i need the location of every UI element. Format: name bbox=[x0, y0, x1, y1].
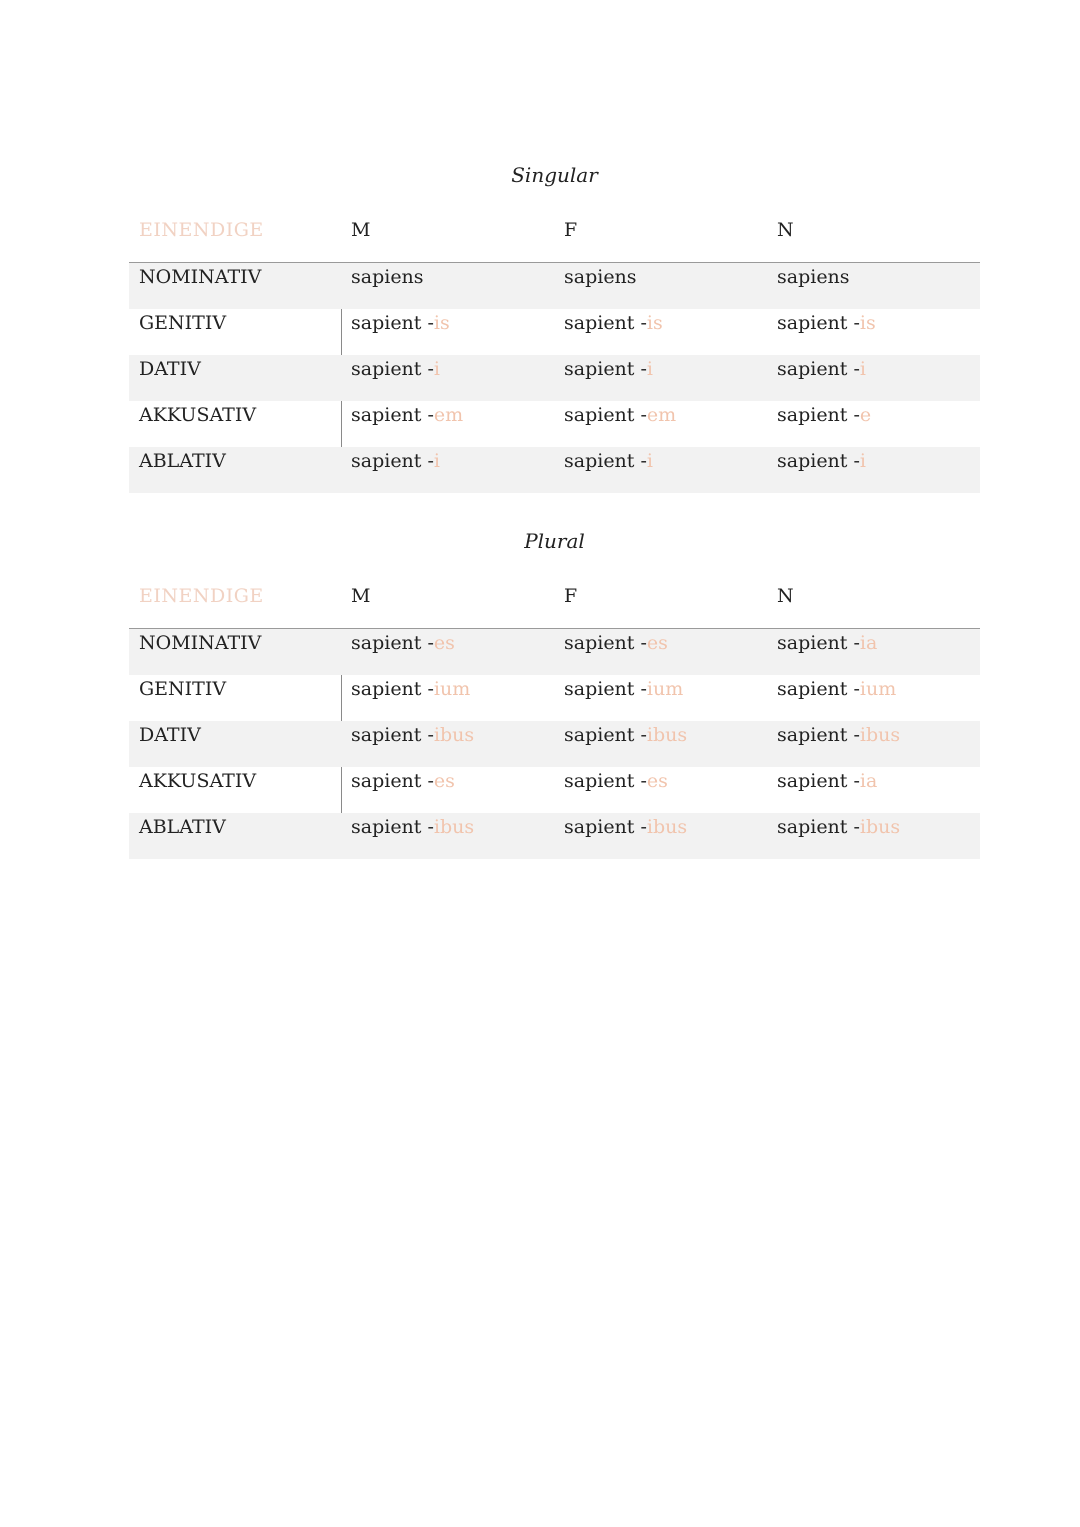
case-label: NOMINATIV bbox=[139, 266, 262, 288]
case-label: GENITIV bbox=[139, 312, 227, 334]
cell-n: sapient -i bbox=[777, 450, 866, 472]
column-header-m: M bbox=[351, 585, 371, 607]
cell-m: sapient -es bbox=[351, 632, 455, 654]
declension-table bbox=[129, 262, 980, 493]
table-row bbox=[129, 767, 980, 813]
table-row bbox=[129, 309, 980, 355]
cell-f: sapient -ibus bbox=[564, 816, 688, 838]
table-row bbox=[129, 675, 980, 721]
cell-f: sapient -is bbox=[564, 312, 663, 334]
cell-m: sapient -ibus bbox=[351, 816, 475, 838]
column-header-m: M bbox=[351, 219, 371, 241]
header-row bbox=[129, 573, 980, 619]
section-title: Plural bbox=[524, 529, 585, 553]
case-label: GENITIV bbox=[139, 678, 227, 700]
cell-f: sapient -es bbox=[564, 770, 668, 792]
header-row bbox=[129, 207, 980, 253]
declension-table bbox=[129, 628, 980, 859]
cell-n: sapiens bbox=[777, 266, 850, 288]
case-label: AKKUSATIV bbox=[139, 404, 257, 426]
cell-n: sapient -e bbox=[777, 404, 872, 426]
column-header-n: N bbox=[777, 585, 794, 607]
cell-m: sapient -i bbox=[351, 450, 440, 472]
header-label: EINENDIGE bbox=[139, 219, 264, 241]
table-row bbox=[129, 401, 980, 447]
cell-f: sapient -i bbox=[564, 450, 653, 472]
cell-m: sapient -is bbox=[351, 312, 450, 334]
section-title: Singular bbox=[511, 163, 598, 187]
cell-n: sapient -is bbox=[777, 312, 876, 334]
cell-n: sapient -ia bbox=[777, 770, 878, 792]
table-row bbox=[129, 629, 980, 675]
column-header-f: F bbox=[564, 219, 578, 241]
table-row bbox=[129, 355, 980, 401]
case-label: DATIV bbox=[139, 724, 201, 746]
cell-f: sapient -i bbox=[564, 358, 653, 380]
cell-m: sapient -es bbox=[351, 770, 455, 792]
column-header-n: N bbox=[777, 219, 794, 241]
case-label: NOMINATIV bbox=[139, 632, 262, 654]
cell-f: sapient -ibus bbox=[564, 724, 688, 746]
column-header-f: F bbox=[564, 585, 578, 607]
case-label: DATIV bbox=[139, 358, 201, 380]
table-row bbox=[129, 263, 980, 309]
cell-m: sapiens bbox=[351, 266, 424, 288]
table-row bbox=[129, 447, 980, 493]
cell-m: sapient -i bbox=[351, 358, 440, 380]
cell-n: sapient -ibus bbox=[777, 724, 901, 746]
cell-n: sapient -ium bbox=[777, 678, 897, 700]
case-label: ABLATIV bbox=[139, 816, 226, 838]
header-label: EINENDIGE bbox=[139, 585, 264, 607]
cell-n: sapient -ia bbox=[777, 632, 878, 654]
cell-f: sapiens bbox=[564, 266, 637, 288]
cell-m: sapient -ium bbox=[351, 678, 471, 700]
table-row bbox=[129, 721, 980, 767]
cell-f: sapient -ium bbox=[564, 678, 684, 700]
cell-n: sapient -i bbox=[777, 358, 866, 380]
cell-f: sapient -es bbox=[564, 632, 668, 654]
case-label: AKKUSATIV bbox=[139, 770, 257, 792]
cell-f: sapient -em bbox=[564, 404, 677, 426]
table-row bbox=[129, 813, 980, 859]
cell-m: sapient -ibus bbox=[351, 724, 475, 746]
cell-m: sapient -em bbox=[351, 404, 464, 426]
case-label: ABLATIV bbox=[139, 450, 226, 472]
cell-n: sapient -ibus bbox=[777, 816, 901, 838]
